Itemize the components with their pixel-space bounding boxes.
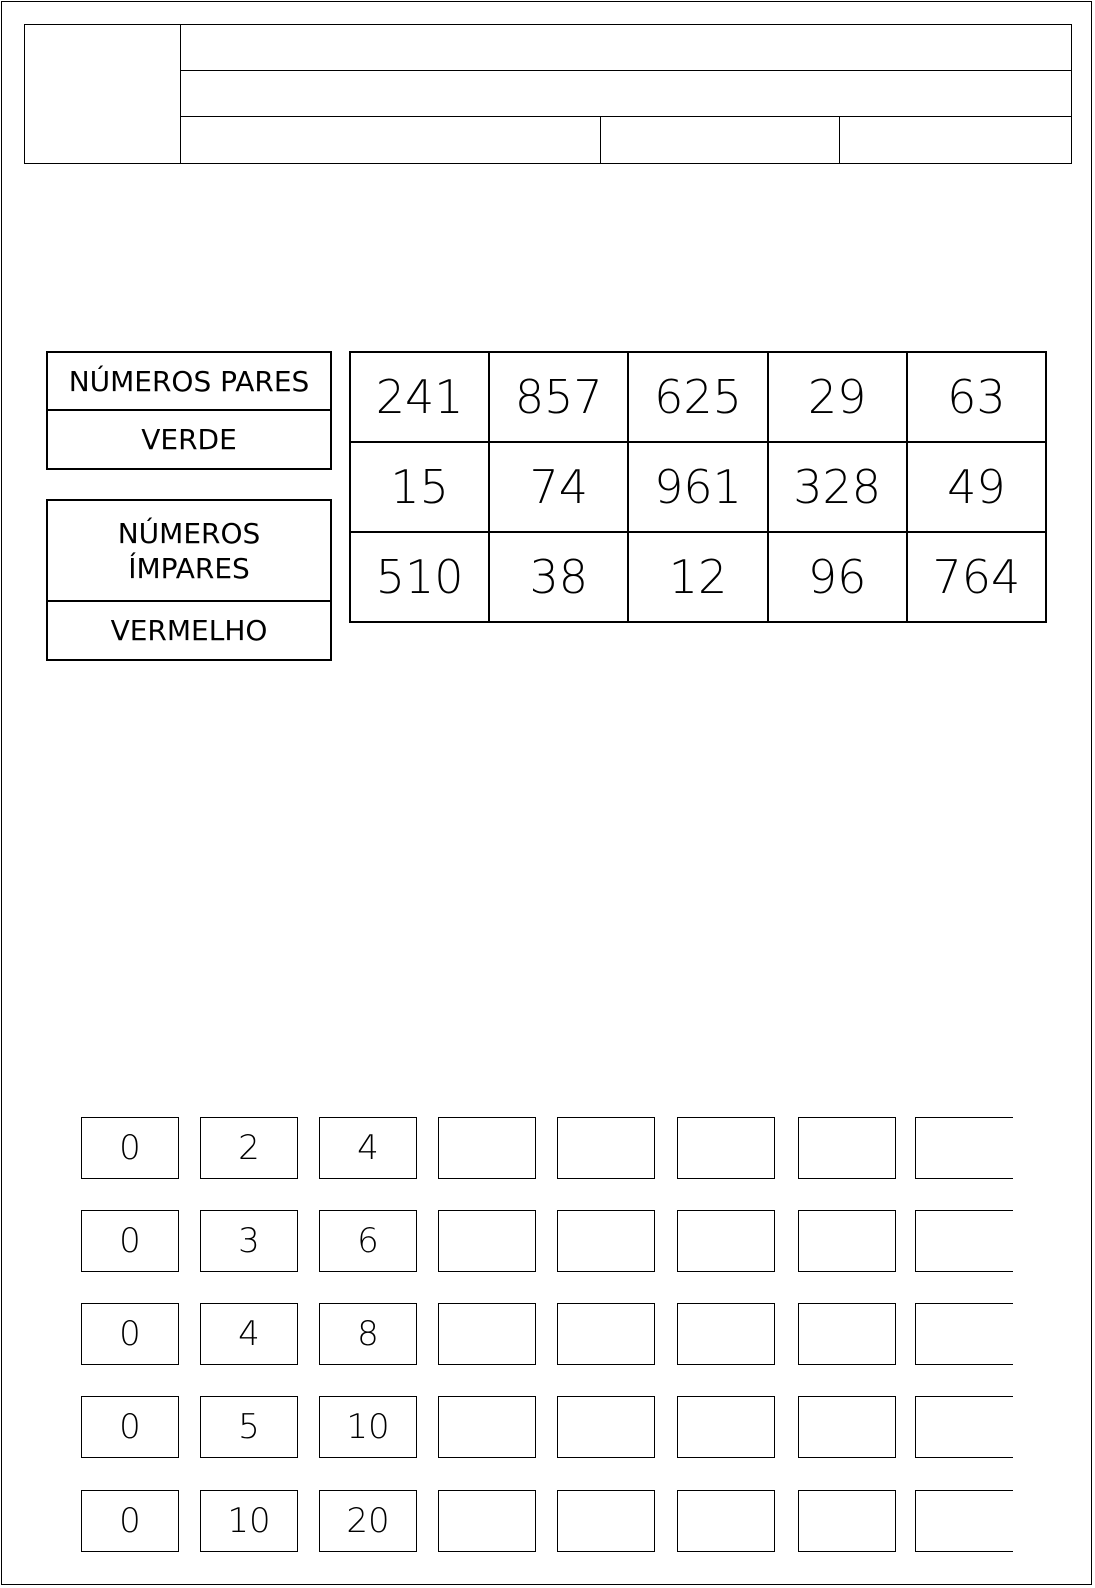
sequence-row	[81, 1490, 1021, 1554]
legend-odd-color: VERMELHO	[110, 614, 268, 647]
sequence-box[interactable]	[798, 1210, 896, 1272]
sequence-box[interactable]: 4	[200, 1303, 298, 1365]
grid-row	[350, 532, 1046, 622]
sequence-row	[81, 1117, 1021, 1181]
sequence-box[interactable]	[438, 1396, 536, 1458]
sequence-box[interactable]	[438, 1210, 536, 1272]
sequence-box[interactable]	[557, 1303, 655, 1365]
grid-cell[interactable]: 510	[350, 532, 489, 622]
sequence-row	[81, 1303, 1021, 1367]
header-logo-cell	[25, 25, 181, 163]
header-info-row	[181, 117, 1071, 163]
grid-row	[350, 442, 1046, 532]
grid-cell[interactable]: 961	[628, 442, 767, 532]
sequence-box[interactable]	[915, 1210, 1013, 1272]
sequence-box[interactable]: 20	[319, 1490, 417, 1552]
grid-cell[interactable]: 29	[768, 352, 907, 442]
sequence-box[interactable]: 0	[81, 1303, 179, 1365]
grid-cell[interactable]: 328	[768, 442, 907, 532]
sequence-box[interactable]: 8	[319, 1303, 417, 1365]
sequence-box[interactable]: 0	[81, 1117, 179, 1179]
sequence-box[interactable]	[915, 1490, 1013, 1552]
sequence-box[interactable]: 0	[81, 1396, 179, 1458]
sequence-box[interactable]	[677, 1303, 775, 1365]
grid-row	[350, 352, 1046, 442]
sequence-box[interactable]: 2	[200, 1117, 298, 1179]
grid-cell[interactable]: 63	[907, 352, 1046, 442]
grid-cell[interactable]: 625	[628, 352, 767, 442]
sequence-box[interactable]	[438, 1117, 536, 1179]
grid-cell[interactable]: 12	[628, 532, 767, 622]
sequence-box[interactable]	[798, 1490, 896, 1552]
sequence-box[interactable]	[798, 1396, 896, 1458]
header-teacher-field[interactable]	[181, 117, 601, 163]
grid-cell[interactable]: 96	[768, 532, 907, 622]
header-date-field[interactable]	[840, 117, 1071, 163]
sequence-box[interactable]	[557, 1490, 655, 1552]
grid-cell[interactable]: 15	[350, 442, 489, 532]
header-class-field[interactable]	[601, 117, 840, 163]
sequence-box[interactable]	[557, 1210, 655, 1272]
sequence-box[interactable]	[677, 1490, 775, 1552]
sequence-box[interactable]	[677, 1117, 775, 1179]
sequence-box[interactable]	[677, 1396, 775, 1458]
sequence-box[interactable]: 0	[81, 1210, 179, 1272]
sequence-row	[81, 1210, 1021, 1274]
sequence-box[interactable]: 10	[319, 1396, 417, 1458]
sequence-box[interactable]	[438, 1490, 536, 1552]
sequence-box[interactable]	[557, 1117, 655, 1179]
grid-cell[interactable]: 49	[907, 442, 1046, 532]
sequence-row	[81, 1396, 1021, 1460]
grid-cell[interactable]: 857	[489, 352, 628, 442]
grid-cell[interactable]: 241	[350, 352, 489, 442]
sequence-box[interactable]	[438, 1303, 536, 1365]
sequence-box[interactable]	[915, 1396, 1013, 1458]
sequence-box[interactable]: 0	[81, 1490, 179, 1552]
sequence-box[interactable]	[915, 1303, 1013, 1365]
sequence-box[interactable]	[677, 1210, 775, 1272]
header-school-field[interactable]	[181, 25, 1071, 71]
grid-cell[interactable]: 74	[489, 442, 628, 532]
legend-odd-label: NÚMEROS ÍMPARES	[48, 501, 330, 602]
grid-cell[interactable]: 38	[489, 532, 628, 622]
sequence-box[interactable]	[798, 1117, 896, 1179]
legend-even-numbers	[46, 351, 332, 470]
sequence-box[interactable]: 3	[200, 1210, 298, 1272]
sequence-box[interactable]: 5	[200, 1396, 298, 1458]
grid-cell[interactable]: 764	[907, 532, 1046, 622]
number-coloring-grid	[349, 351, 1047, 623]
worksheet-header-table	[24, 24, 1072, 164]
legend-even-color: VERDE	[141, 423, 237, 456]
header-student-name-field[interactable]	[181, 71, 1071, 117]
sequence-box[interactable]	[915, 1117, 1013, 1179]
legend-odd-numbers	[46, 499, 332, 661]
sequence-box[interactable]: 10	[200, 1490, 298, 1552]
sequence-box[interactable]: 6	[319, 1210, 417, 1272]
sequence-box[interactable]	[557, 1396, 655, 1458]
legend-even-label: NÚMEROS PARES	[48, 353, 330, 411]
sequence-box[interactable]: 4	[319, 1117, 417, 1179]
sequence-box[interactable]	[798, 1303, 896, 1365]
